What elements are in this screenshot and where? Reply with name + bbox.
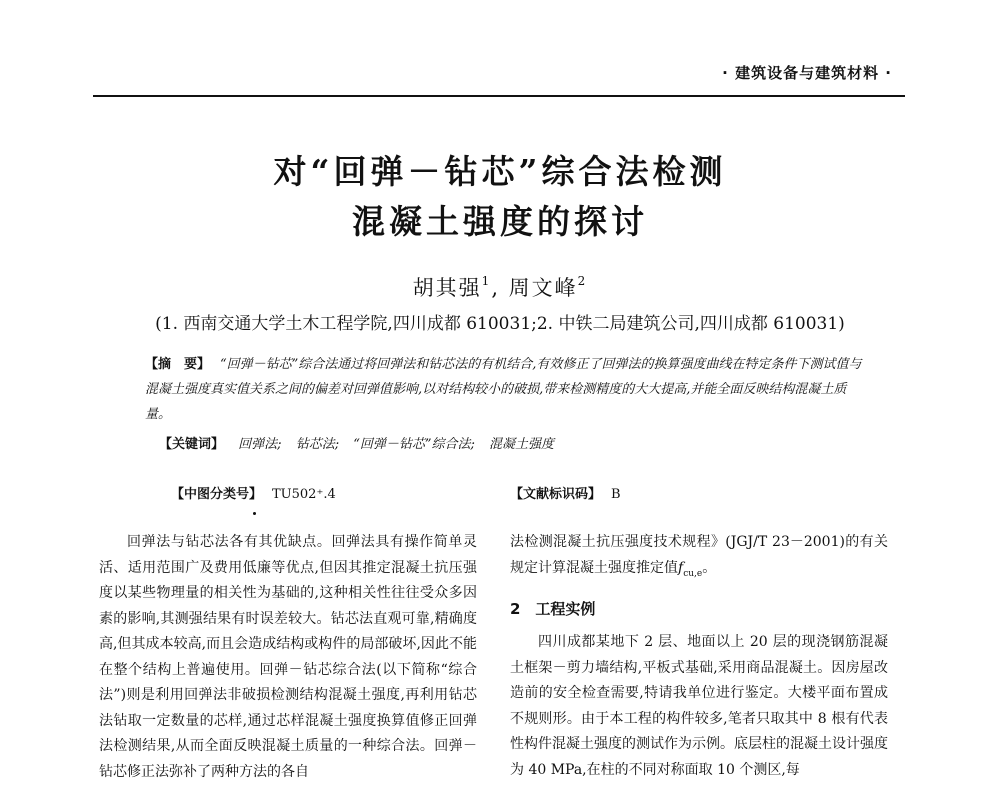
- divider-dot: [253, 512, 256, 515]
- author-1: 胡其强: [412, 276, 482, 300]
- formula-symbol: f: [678, 559, 684, 576]
- document-code-value: B: [611, 487, 621, 502]
- abstract: [145, 352, 870, 427]
- document-code-label: 【文献标识码】: [510, 487, 602, 502]
- abstract-label: 【摘 要】: [145, 357, 211, 372]
- formula-subscript: cu,e: [683, 568, 703, 579]
- body-paragraph-end: 。: [702, 559, 717, 576]
- paper-title-line1: 对“回弹－钻芯”综合法检测: [273, 152, 727, 191]
- keyword: 混凝土强度: [489, 437, 555, 452]
- classification-value: TU502⁺.4: [272, 487, 336, 502]
- classification-label: 【中图分类号】: [171, 487, 263, 502]
- body-column-left: [99, 530, 477, 785]
- author-1-affil: 1: [481, 274, 492, 288]
- keyword: 回弹法;: [238, 437, 282, 452]
- author-separator: ,: [491, 276, 509, 300]
- keyword: 钻芯法;: [295, 437, 340, 452]
- affiliation: (1. 西南交通大学土木工程学院,四川成都 610031;2. 中铁二局建筑公司,四川成都 610031): [155, 314, 845, 334]
- header-rule: [93, 95, 905, 97]
- classification-number: [171, 483, 336, 502]
- document-code: [510, 483, 621, 502]
- body-paragraph: 回弹法与钻芯法各有其优缺点。回弹法具有操作简单灵活、适用范围广及费用低廉等优点,但因其推定混凝土抗压强度以某些物理量的相关性为基础的,这种相关性往往受众多因素的影响,其测强结果有时误差较大。钻芯法直观可靠,精确度高,但其成本较高,而且会造成结构或构件的局部破坏,因此不能在整个结构上普遍使用。回弹－钻芯综合法(以下简称“综合法”)则是利用回弹法非破损检测结构混凝土强度,再利用钻芯法钻取一定数量的芯样,通过芯样混凝土强度换算值修正回弹法检测结果,从而全面反映混凝土质量的一种综合法。回弹－钻芯修正法弥补了两种方法的各自: [99, 534, 477, 780]
- keywords: [159, 432, 879, 457]
- section-heading: 2 工程实例: [510, 599, 596, 618]
- author-2: 周文峰: [508, 276, 578, 300]
- journal-section-header: · 建筑设备与建筑材料 ·: [722, 64, 892, 82]
- body-paragraph: 四川成都某地下 2 层、地面以上 20 层的现浇钢筋混凝土框架－剪力墙结构,平板式基础,采用商品混凝土。因房屋改造前的安全检查需要,特请我单位进行鉴定。大楼平面布置成不规则形。由于本工程的构件较多,笔者只取其中 8 根有代表性构件混凝土强度的测试作为示例。底层柱的混凝土设计强度为 40 MPa,在柱的不同对称面取 10 个测区,每: [510, 634, 888, 778]
- author-2-affil: 2: [577, 274, 588, 288]
- keyword: “回弹－钻芯”综合法;: [353, 437, 475, 452]
- body-column-right: [510, 530, 888, 783]
- body-paragraph: [510, 530, 888, 587]
- paper-title-line2: 混凝土强度的探讨: [352, 202, 648, 241]
- authors: [0, 272, 1000, 302]
- keywords-label: 【关键词】: [159, 437, 225, 452]
- abstract-text: “回弹－钻芯”综合法通过将回弹法和钻芯法的有机结合,有效修正了回弹法的换算强度曲线在特定条件下测试值与混凝土强度真实值关系之间的偏差对回弹值影响,以对结构较小的破损,带来检测精度的大大提高,并能全面反映结构混凝土质量。: [145, 357, 862, 422]
- body-paragraph-text: 法检测混凝土抗压强度技术规程》(JGJ/T 23－2001)的有关规定计算混凝土强度推定值: [510, 534, 888, 576]
